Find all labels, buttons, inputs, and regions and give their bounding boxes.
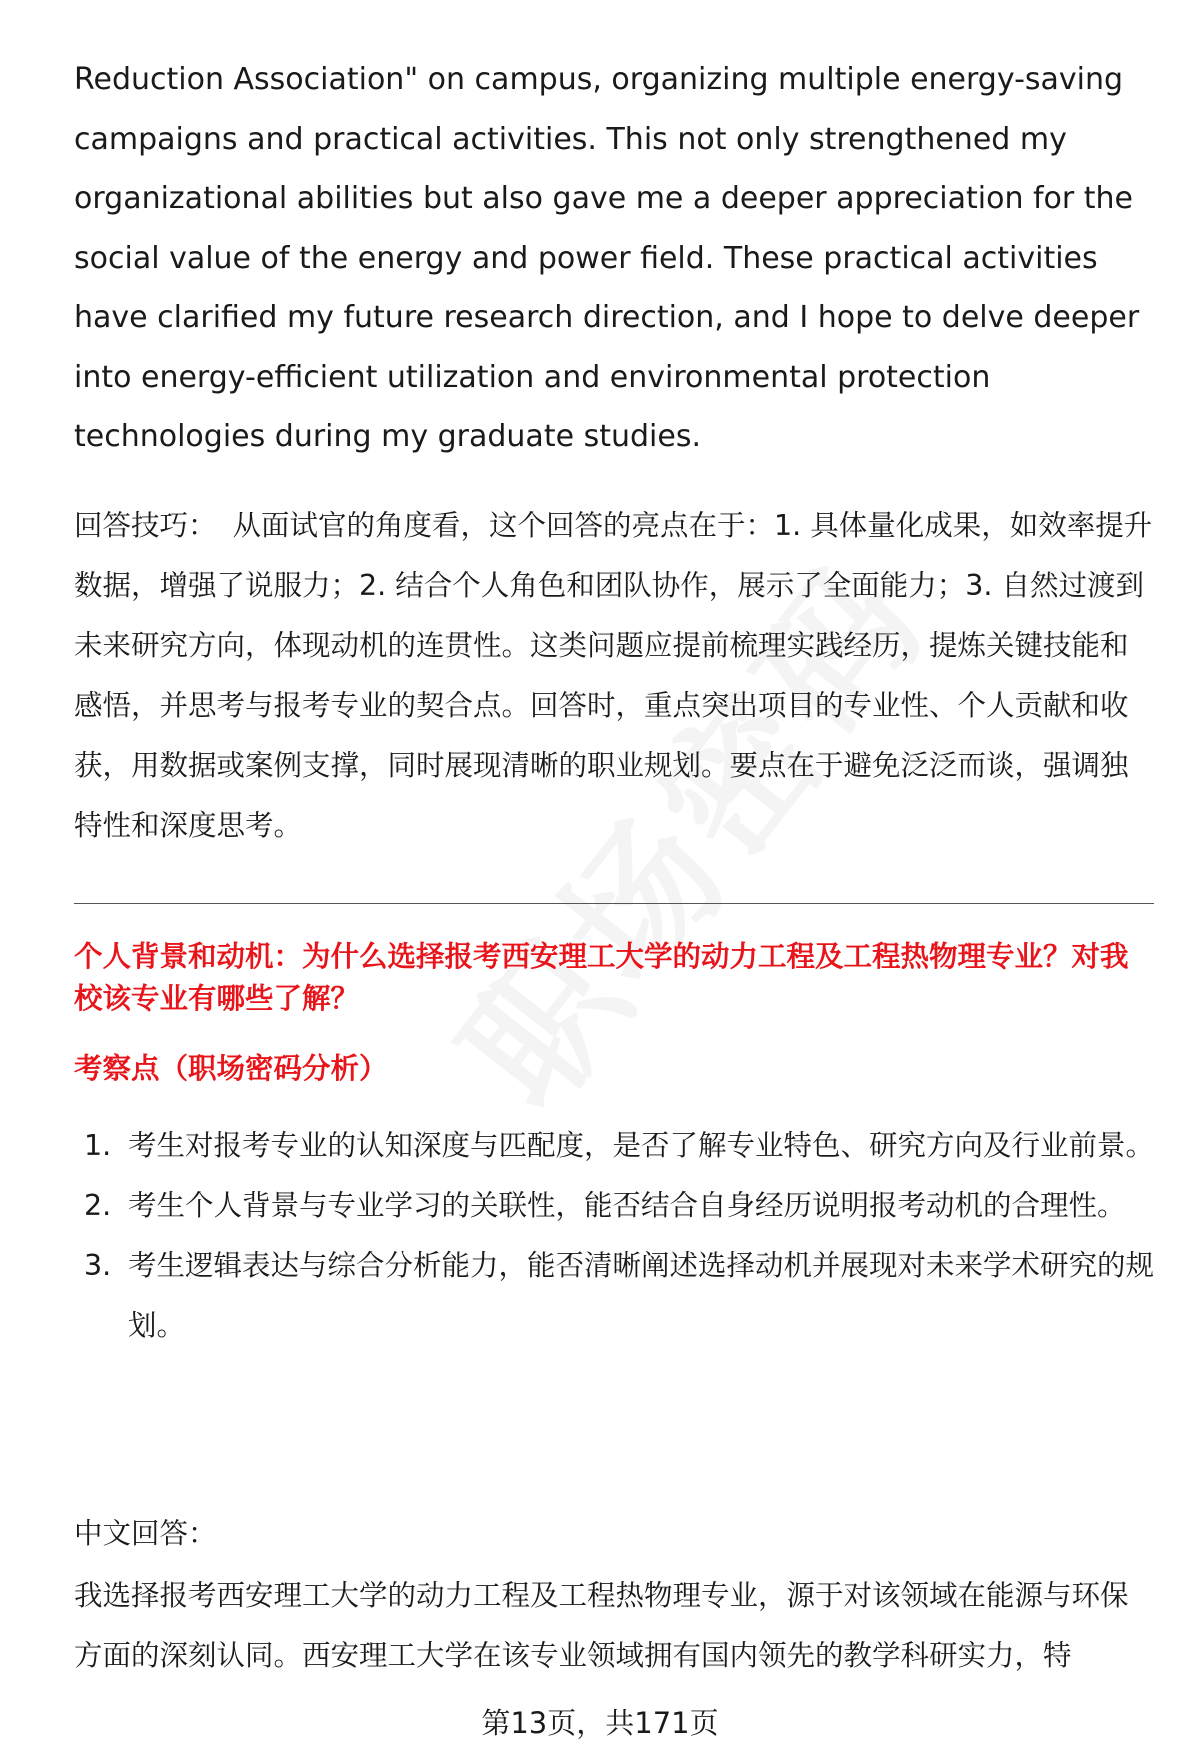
assessment-point-number: 2. [84, 1189, 112, 1222]
assessment-point [74, 1176, 1154, 1236]
document-page [74, 0, 1154, 1755]
assessment-point-number: 3. [84, 1249, 112, 1282]
page-footer: 第13页，共171页 [0, 1703, 1200, 1743]
assessment-heading: 考察点（职场密码分析） [74, 1052, 388, 1085]
section-divider [74, 903, 1154, 904]
answer-tips-paragraph [74, 496, 1154, 856]
answer-tips-text: 从面试官的角度看，这个回答的亮点在于：1. 具体量化成果，如效率提升数据，增强了说服力；2. 结合个人角色和团队协作，展示了全面能力；3. 自然过渡到未来研究方向，体现动机的连贯性。这类问题应提前梳理实践经历，提炼关键技能和感悟，并思考与报考专业的契合点。回答时，重点突出项目的专业性、个人贡献和收获，用数据或案例支撑，同时展现清晰的职业规划。要点在于避免泛泛而谈，强调独特性和深度思考。 [74, 509, 1153, 842]
answer-tips-label: 回答技巧： [74, 509, 217, 542]
question-heading: 个人背景和动机：为什么选择报考西安理工大学的动力工程及工程热物理专业？对我校该专业有哪些了解？ [74, 940, 1129, 1015]
english-answer-paragraph: Reduction Association" on campus, organizing multiple energy-saving campaigns and practical activities. This not only strengthened my organizational abilities but also gave me a deeper appreciation for the social value of the energy and power field. These practical activities have clarified my future research direction, and I hope to delve deeper into energy-efficient utilization and environmental protection technologies during my graduate studies. [74, 62, 1140, 454]
chinese-answer-label: 中文回答： [74, 1517, 217, 1550]
assessment-point-number: 1. [84, 1129, 112, 1162]
assessment-point-text: 考生个人背景与专业学习的关联性，能否结合自身经历说明报考动机的合理性。 [128, 1189, 1126, 1222]
assessment-point [74, 1116, 1154, 1176]
assessment-point-text: 考生对报考专业的认知深度与匹配度，是否了解专业特色、研究方向及行业前景。 [128, 1129, 1155, 1162]
assessment-point-text: 考生逻辑表达与综合分析能力，能否清晰阐述选择动机并展现对未来学术研究的规划。 [128, 1249, 1155, 1342]
assessment-point [74, 1236, 1154, 1356]
assessment-points-list [74, 1116, 1154, 1356]
chinese-answer-text: 我选择报考西安理工大学的动力工程及工程热物理专业，源于对该领域在能源与环保方面的深刻认同。西安理工大学在该专业领域拥有国内领先的教学科研实力，特 [74, 1579, 1129, 1672]
